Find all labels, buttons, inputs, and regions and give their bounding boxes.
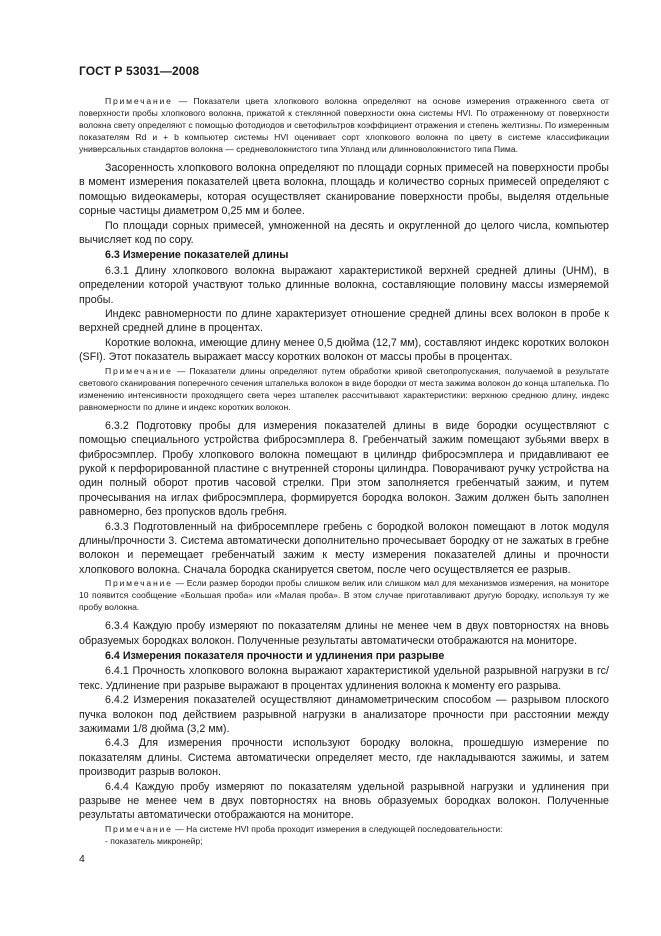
section-heading: 6.4 Измерения показателя прочности и удлинения при разрыве xyxy=(105,649,445,662)
body-paragraph: 6.3.1 Длину хлопкового волокна выражают характеристикой верхней средней длины (UHM), в определении которой участвуют только длинные волокна, составляющие половину массы измеряемой пробы. xyxy=(79,264,609,306)
note-text: Показатели длины определяют путем обработки кривой светопропускания, получаемой в результате светового сканирования поперечного сечения штапелька волокон в виде бородки от места зажима волокон до конца штапелька. По изменению интенсивности проходящего света через штапелек рассчитывают характеристики: верхнюю среднюю длину, индекс равномерности по длине и индекс коротких волокон. xyxy=(79,365,609,412)
body-paragraph: 6.4.1 Прочность хлопкового волокна выражают характеристикой удельной разрывной нагрузки в гс/текс. Удлинение при разрыве выражают в процентах удлинения волокна к моменту его разрыва. xyxy=(79,665,609,692)
body-paragraph: По площади сорных примесей, умноженной на десять и округленной до целого числа, компьютер вычисляет код по сору. xyxy=(79,219,609,247)
section-heading: 6.3 Измерение показателей длины xyxy=(105,249,289,262)
page-content xyxy=(79,95,609,847)
note-separator: — xyxy=(172,823,187,834)
note-separator: — xyxy=(172,578,187,589)
note-label: Примечание xyxy=(105,365,173,376)
note-paragraph xyxy=(79,95,609,155)
note-label: Примечание xyxy=(105,96,173,106)
body-paragraph: 6.3.2 Подготовку пробы для измерения показателей длины в виде бородки осуществляют с помощью специального устройства фибросэмплера 8. Гребенчатый зажим помещают зубьями вверх в фибросэмплер. Пробу хлопкового волокна помещают в цилиндр фибросэмплера и придавливают ее рукой к перфорированной пластине с внутренней стороны цилиндра. Поворачивают ручку устройства на один полный оборот против часовой стрелки. При этом заполняется гребенчатый зажим, и путем прочесывания на иглах фибросэмплера, формируется бородка волокон. Зажим должен быть заполнен равномерно, без пропусков вдоль гребня. xyxy=(79,419,609,519)
body-paragraph: Индекс равномерности по длине характеризует отношение средней длины всех волокон в пробе к верхней средней длине в процентах. xyxy=(79,308,609,335)
note-text: Показатели цвета хлопкового волокна определяют на основе измерения отраженного света от поверхности пробы хлопкового волокна, прижатой к стеклянной поверхности окна системы HVI. По отраженному от поверхности волокна свету определяют с помощью фотодиодов и светофильтров коэффициент отражения и степень желтизны. По измеренным показателям Rd и + b компьютер системы HVI оценивает сорт хлопкового волокна по цвету в системе классификации универсальных стандартов волокна — средневолокнистого типа Упланд или длинноволокнистого типа Пима. xyxy=(79,96,609,154)
body-paragraph: 6.4.3 Для измерения прочности используют бородку волокна, прошедшую измерение по показателям длины. Система автоматически определяет место, где накладываются зажимы, и затем производит разрыв волокон. xyxy=(79,737,609,779)
body-paragraph: 6.4.2 Измерения показателей осуществляют динамометрическим способом — разрывом плоского пучка волокон под действием разрывной нагрузки в анализаторе прочности при расстоянии между зажимами 1/8 дюйма (3,2 мм). xyxy=(79,694,609,735)
page-number: 4 xyxy=(79,853,85,865)
note-paragraph xyxy=(79,577,609,613)
note-text: Если размер бородки пробы слишком велик или слишком мал для механизмов измерения, на мониторе 10 появится сообщение «Большая проба» или «Малая проба». В этом случае приготавливают другую бородку, используя ту же пробу волокна. xyxy=(79,578,609,613)
body-paragraph: Короткие волокна, имеющие длину менее 0,5 дюйма (12,7 мм), составляют индекс коротких волокон (SFI). Этот показатель выражает массу коротких волокон от массы пробы в процентах. xyxy=(79,336,609,364)
body-paragraph: 6.3.3 Подготовленный на фибросемплере гребень с бородкой волокон помещают в лоток модуля длины/прочности 3. Система автоматически дополнительно прочесывает бородку от не зажатых в гребне волокон и перемещает гребенчатый зажим к месту измерения показателей длины и прочности хлопкового волокна. Сначала бородка сканируется светом, после чего осуществляется ее разрыв. xyxy=(79,520,609,576)
body-paragraph: 6.4.4 Каждую пробу измеряют по показателям удельной разрывной нагрузки и удлинения при разрыве не менее чем в двух повторностях на вновь образуемых бородках волокон. Полученные результаты автоматически отображаются на мониторе. xyxy=(79,780,609,822)
body-paragraph: 6.3.4 Каждую пробу измеряют по показателям длины не менее чем в двух повторностях на вновь образуемых бородках волокон. Полученные результаты автоматически отображаются на мониторе. xyxy=(79,620,609,647)
note-paragraph xyxy=(79,365,609,413)
note-separator: — xyxy=(172,96,194,106)
note-text: На системе HVI проба проходит измерения в следующей последовательности: xyxy=(186,823,503,834)
note-label: Примечание xyxy=(105,823,173,834)
body-paragraph: Засоренность хлопкового волокна определяют по площади сорных примесей на поверхности пробы в момент измерения показателей цвета волокна, площадь и количество сорных примесей определяют с помощью видеокамеры, которая осуществляет сканирование поверхности пробы, выделяя отдельные сорные частицы диаметром 0,25 мм и более. xyxy=(79,162,609,218)
standard-header: ГОСТ Р 53031—2008 xyxy=(79,64,200,78)
note-separator: — xyxy=(172,365,190,376)
note-label: Примечание xyxy=(105,578,173,589)
note-paragraph xyxy=(79,823,609,835)
list-item: - показатель микронейр; xyxy=(105,835,203,846)
